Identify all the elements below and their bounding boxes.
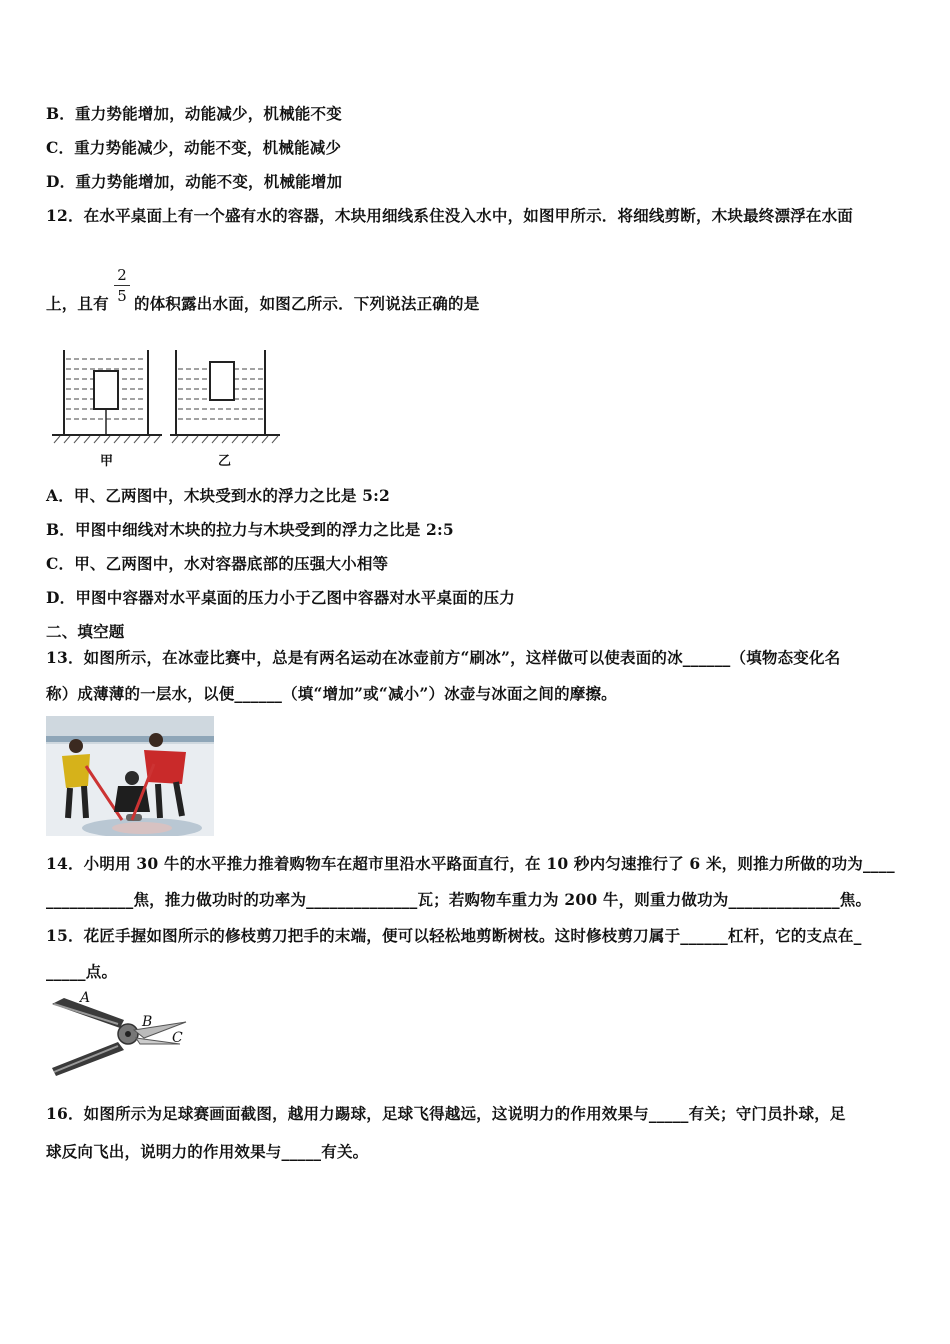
q13-stem-line1: 13．如图所示，在冰壶比赛中，总是有两名运动在冰壶前方“刷冰”，这样做可以使表面的冰______（填物态变化名 xyxy=(46,648,841,667)
q13-stem-line2: 称）成薄薄的一层水，以便______（填“增加”或“减小”）冰壶与冰面之间的摩擦。 xyxy=(46,684,617,703)
q15-stem-line1: 15．花匠手握如图所示的修枝剪刀把手的末端，便可以轻松地剪断树枝。这时修枝剪刀属于______杠杆，它的支点在_ xyxy=(46,926,862,945)
q12-stem-line1: 12．在水平桌面上有一个盛有水的容器，木块用细线系住没入水中，如图甲所示．将细线剪断，木块最终漂浮在水面 xyxy=(46,206,853,225)
q11-option-d: D．重力势能增加，动能不变，机械能增加 xyxy=(46,172,343,191)
q15-stem-line2: _____点。 xyxy=(46,962,118,981)
container-yi xyxy=(170,350,280,443)
q16-stem-line2: 球反向飞出，说明力的作用效果与_____有关。 xyxy=(46,1142,369,1161)
wood-block-floating xyxy=(210,362,234,400)
fraction-bar xyxy=(114,285,130,286)
curling-photo xyxy=(46,716,214,836)
water-container-figure xyxy=(48,345,288,445)
q14-stem-line2: ___________焦，推力做功时的功率为______________瓦；若购物车重力为 200 牛，则重力做功为______________焦。 xyxy=(46,890,872,909)
q12-option-c: C．甲、乙两图中，水对容器底部的压强大小相等 xyxy=(46,554,389,573)
q16-stem-line1: 16．如图所示为足球赛画面截图，越用力踢球，足球飞得越远，这说明力的作用效果与_____有关；守门员扑球，足 xyxy=(46,1104,846,1123)
label-point-c: C xyxy=(172,1030,183,1046)
label-point-a: A xyxy=(80,990,91,1006)
q12-option-b: B．甲图中细线对木块的拉力与木块受到的浮力之比是 2:5 xyxy=(46,520,454,539)
q11-option-c: C．重力势能减少，动能不变，机械能减少 xyxy=(46,138,342,157)
container-jia xyxy=(52,350,162,443)
q11-option-b: B．重力势能增加，动能减少，机械能不变 xyxy=(46,104,342,123)
fraction-numerator: 2 xyxy=(117,266,127,284)
q12-option-a: A．甲、乙两图中，木块受到水的浮力之比是 5:2 xyxy=(46,486,391,505)
figure-label-yi: 乙 xyxy=(218,454,232,469)
wood-block-submerged xyxy=(94,371,118,409)
q12-stem-line2-prefix: 上，且有 xyxy=(46,294,109,313)
section-title-fill-in-blank: 二、填空题 xyxy=(46,622,125,641)
label-point-b: B xyxy=(142,1014,153,1030)
fraction-two-fifths xyxy=(114,266,130,305)
figure-label-jia: 甲 xyxy=(100,454,114,469)
q14-stem-line1: 14．小明用 30 牛的水平推力推着购物车在超市里沿水平路面直行，在 10 秒内匀速推行了 6 米，则推力所做的功为____ xyxy=(46,854,895,873)
q12-stem-line2-suffix: 的体积露出水面，如图乙所示．下列说法正确的是 xyxy=(134,294,480,313)
q12-option-d: D．甲图中容器对水平桌面的压力小于乙图中容器对水平桌面的压力 xyxy=(46,588,515,607)
fraction-denominator: 5 xyxy=(117,287,127,305)
